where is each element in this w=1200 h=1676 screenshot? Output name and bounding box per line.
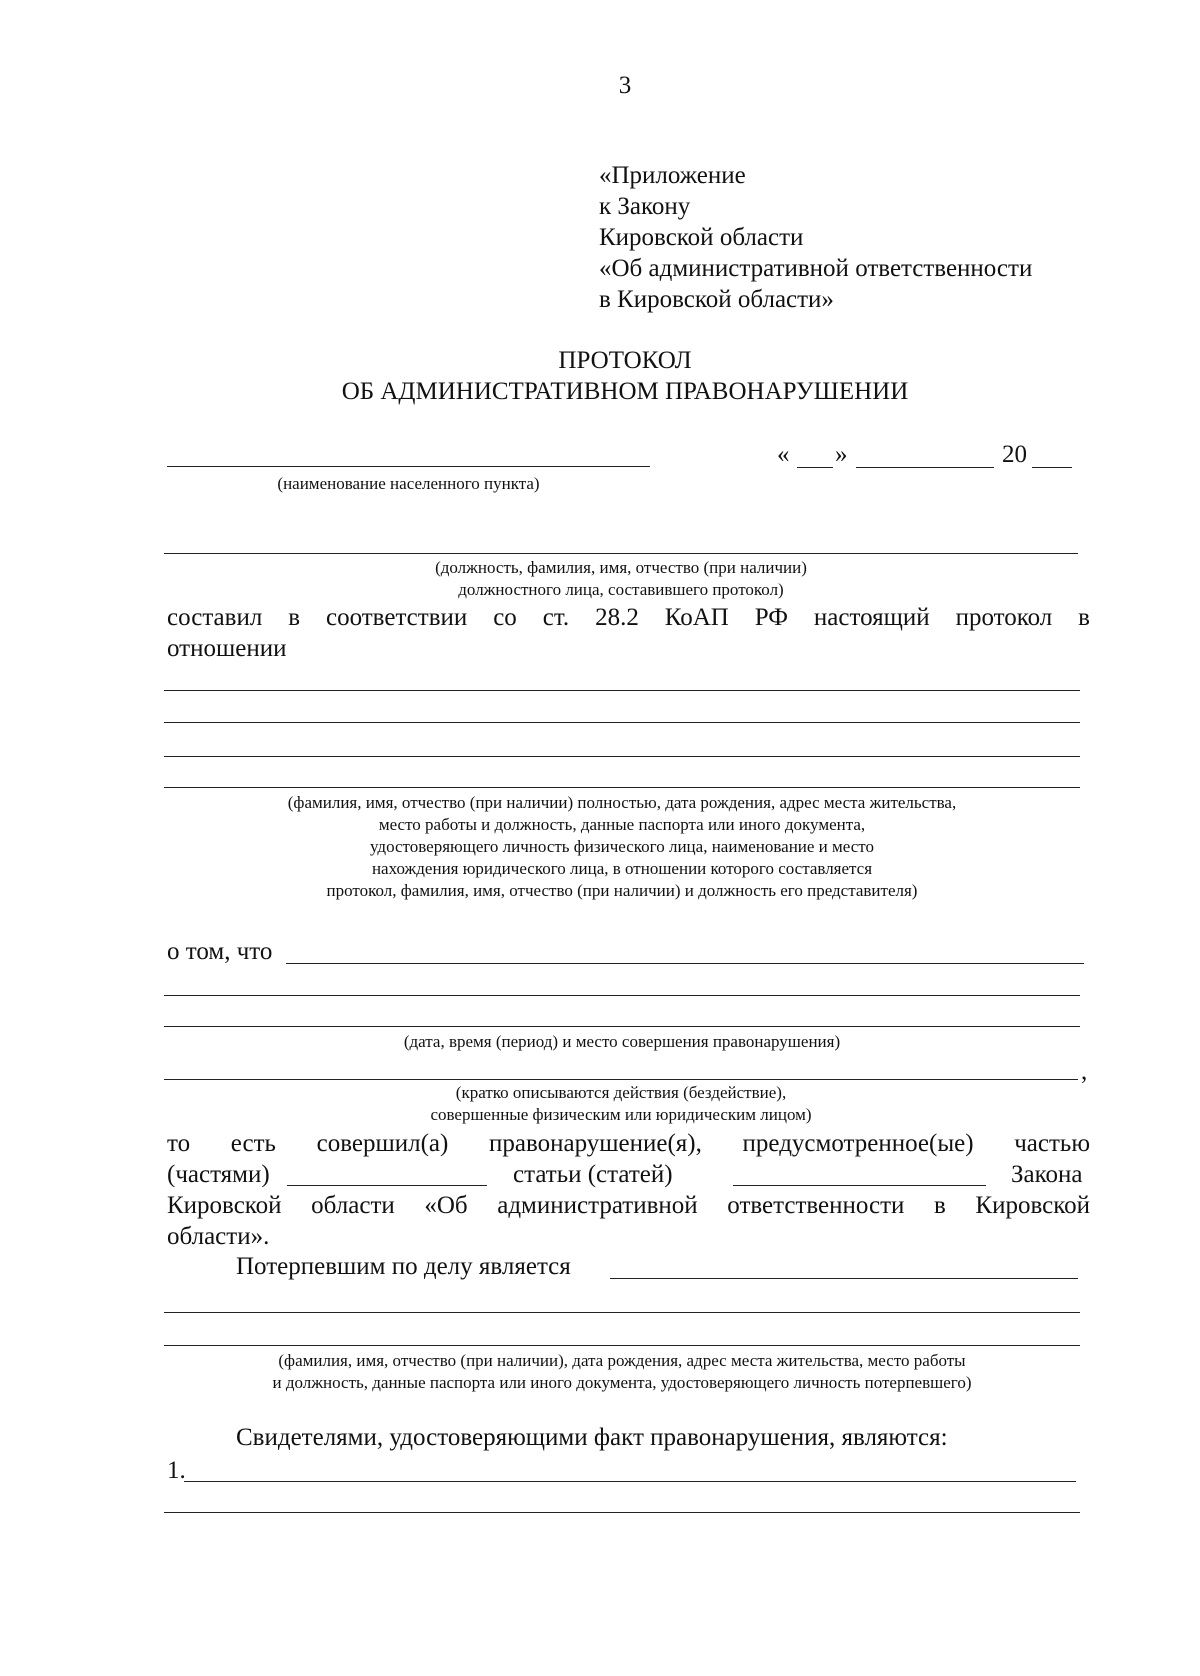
date-month-field[interactable] (856, 467, 994, 468)
document-subtitle: ОБ АДМИНИСТРАТИВНОМ ПРАВОНАРУШЕНИИ (341, 378, 909, 405)
person-caption-3: удостоверяющего личность физического лица, наименование и место (369, 837, 875, 856)
appendix-line-4: «Об административной ответственности (599, 255, 1033, 282)
person-field-4[interactable] (164, 787, 1080, 788)
witness-field-2[interactable] (164, 1512, 1080, 1513)
about-field-3[interactable] (164, 1026, 1080, 1027)
appendix-line-2: к Закону (599, 193, 691, 220)
witness-number-1: 1. (167, 1457, 186, 1484)
actions-caption-2: совершенные физическим или юридическим лицом) (430, 1105, 812, 1124)
settlement-field[interactable] (167, 466, 650, 467)
appendix-line-3: Кировской области (599, 224, 804, 251)
official-caption-1: (должность, фамилия, имя, отчество (при наличии) (435, 558, 807, 577)
appendix-block (599, 160, 1032, 315)
actions-comma: , (1081, 1058, 1088, 1085)
about-field-2[interactable] (164, 995, 1080, 996)
victim-field-1[interactable] (610, 1278, 1078, 1279)
appendix-line-1: «Приложение (599, 162, 746, 189)
composed-line-2: отношении (167, 635, 287, 662)
about-label: о том, что (167, 938, 273, 965)
date-year-prefix: 20 (1002, 441, 1027, 468)
articles-label: статьи (статей) (513, 1161, 673, 1188)
violation-line-3: Кировской области «Об административной ответственности в Кировской (167, 1192, 1090, 1219)
witnesses-label: Свидетелями, удостоверяющими факт правонарушения, являются: (236, 1424, 948, 1451)
victim-caption-1: (фамилия, имя, отчество (при наличии), дата рождения, адрес места жительства, место работы (278, 1351, 966, 1370)
actions-field[interactable] (164, 1079, 1078, 1080)
date-year-field[interactable] (1032, 467, 1072, 468)
articles-field[interactable] (733, 1185, 986, 1186)
person-caption-1: (фамилия, имя, отчество (при наличии) полностью, дата рождения, адрес места жительства, (287, 793, 957, 812)
official-caption-2: должностного лица, составившего протокол) (458, 580, 784, 599)
person-caption-4: нахождения юридического лица, в отношении которого составляется (371, 859, 873, 878)
law-label: Закона (1011, 1161, 1083, 1188)
person-caption-5: протокол, фамилия, имя, отчество (при наличии) и должность его представителя) (326, 881, 918, 900)
victim-field-2[interactable] (164, 1312, 1080, 1313)
witness-field-1[interactable] (184, 1481, 1076, 1482)
appendix-line-5: в Кировской области» (599, 286, 834, 313)
place-time-caption: (дата, время (период) и место совершения правонарушения) (403, 1032, 841, 1051)
victim-caption-2: и должность, данные паспорта или иного документа, удостоверяющего личность потерпевшего) (272, 1373, 972, 1392)
date-open-quote: « (777, 441, 790, 468)
about-field-1[interactable] (286, 963, 1084, 964)
violation-line-4: области». (167, 1223, 270, 1250)
person-field-3[interactable] (164, 756, 1080, 757)
document-title: ПРОТОКОЛ (558, 347, 692, 374)
victim-field-3[interactable] (164, 1345, 1080, 1346)
victim-label: Потерпевшим по делу является (236, 1253, 571, 1280)
parts-label: (частями) (167, 1161, 270, 1188)
date-close-quote: » (835, 441, 848, 468)
person-field-1[interactable] (164, 690, 1080, 691)
date-day-field[interactable] (797, 467, 833, 468)
actions-caption-1: (кратко описываются действия (бездействие), (455, 1083, 787, 1102)
page-number: 3 (618, 72, 632, 99)
parts-field[interactable] (287, 1185, 487, 1186)
violation-line-1: то есть совершил(а) правонарушение(я), предусмотренное(ые) частью (167, 1130, 1090, 1157)
official-field[interactable] (164, 553, 1078, 554)
person-caption-2: место работы и должность, данные паспорта или иного документа, (378, 815, 866, 834)
composed-line-1: составил в соответствии со ст. 28.2 КоАП РФ настоящий протокол в (167, 604, 1090, 631)
settlement-caption: (наименование населенного пункта) (277, 474, 540, 493)
person-field-2[interactable] (164, 722, 1080, 723)
